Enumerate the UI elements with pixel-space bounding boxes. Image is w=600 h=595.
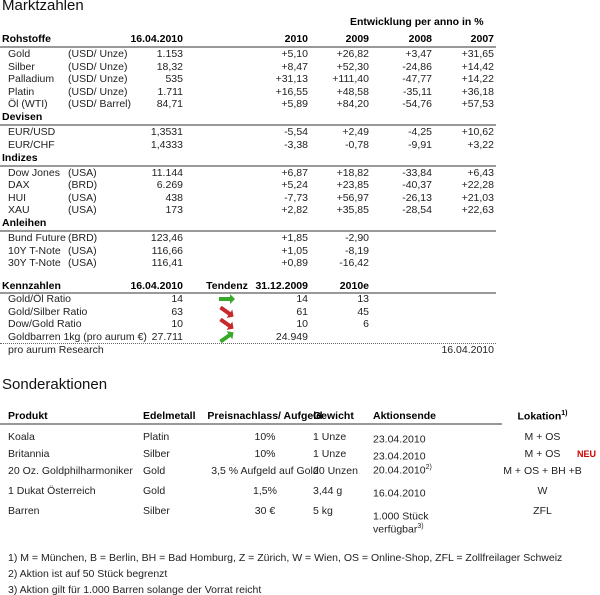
location: M + OS <box>524 431 561 443</box>
action-end-text: 1.000 Stück <box>373 510 429 523</box>
action-end <box>373 485 426 500</box>
row-name: 30Y T-Note <box>8 257 61 269</box>
row-unit: (USA) <box>68 257 97 269</box>
row-name: HUI <box>8 191 27 204</box>
row-value: 84,71 <box>156 98 183 110</box>
row-value: +48,58 <box>336 85 369 98</box>
row-unit: (USA) <box>68 244 97 257</box>
row-value: 6.269 <box>156 179 183 191</box>
weight: 20 Unzen <box>313 465 358 477</box>
discount: 1,5% <box>253 485 277 497</box>
row-value: -3,38 <box>284 138 308 151</box>
row-value: 116,41 <box>151 257 183 269</box>
row-value: -8,19 <box>345 244 369 257</box>
row-value: -40,37 <box>402 179 432 191</box>
row-value: 116,66 <box>151 244 183 257</box>
row-unit: (USA) <box>68 191 97 204</box>
section-header: Anleihen <box>2 217 47 229</box>
row-value: +111,40 <box>332 73 369 85</box>
action-end-line2 <box>373 521 424 536</box>
row-unit: (USA) <box>68 166 97 179</box>
row-value: +1,85 <box>281 232 308 244</box>
product-name: 1 Dukat Österreich <box>8 485 96 497</box>
row-name: Dow Jones <box>8 166 60 179</box>
row-value: 11.144 <box>151 166 183 179</box>
kennzahlen-col: 2010e <box>339 280 369 292</box>
column-header: 2008 <box>408 33 432 45</box>
col-preis: Preisnachlass/ Aufgeld <box>207 410 323 422</box>
row-value: -35,11 <box>403 85 432 98</box>
row-value: -16,42 <box>339 257 369 269</box>
row-value: +10,62 <box>461 126 494 138</box>
kennzahl-value: 6 <box>363 318 369 330</box>
discount: 10% <box>254 448 276 460</box>
section-header: Rohstoffe <box>2 33 51 45</box>
row-value: +2,49 <box>342 126 369 138</box>
footnote-ref: 1) <box>561 410 568 417</box>
row-value: +56,97 <box>336 191 369 204</box>
row-value: +16,55 <box>275 85 308 98</box>
metal: Silber <box>143 505 170 517</box>
kennzahl-value: 10 <box>171 318 183 330</box>
product-name: 20 Oz. Goldphilharmoniker <box>8 465 133 477</box>
discount: 10% <box>254 431 276 443</box>
weight: 3,44 g <box>313 485 343 497</box>
page-title: Marktzahlen <box>2 0 84 14</box>
row-value: -2,90 <box>345 232 369 244</box>
row-value: 18,32 <box>156 60 183 73</box>
column-header: 2007 <box>470 33 494 45</box>
metal: Silber <box>143 448 170 460</box>
row-value: +23,85 <box>336 179 369 191</box>
row-value: -28,54 <box>402 204 432 216</box>
location: W <box>537 485 548 497</box>
row-value: +31,13 <box>275 73 308 85</box>
row-value: +5,24 <box>281 179 308 191</box>
metal: Platin <box>143 431 170 443</box>
row-value: +26,82 <box>336 48 369 60</box>
row-name: XAU <box>8 204 30 216</box>
col-aktionsende: Aktionsende <box>373 410 437 422</box>
row-value: +22,63 <box>461 204 494 216</box>
kennzahl-name: Gold/Öl Ratio <box>8 293 72 305</box>
action-end-text: 23.04.2010 <box>373 450 426 463</box>
row-value: -33,84 <box>402 166 432 179</box>
location: M + OS <box>524 448 561 460</box>
row-name: DAX <box>8 179 30 191</box>
discount: 30 € <box>254 505 276 517</box>
action-end <box>373 448 426 463</box>
kennzahl-name: Gold/Silber Ratio <box>8 305 88 318</box>
action-end-text: 16.04.2010 <box>373 487 426 500</box>
footnote: 2) Aktion ist auf 50 Stück begrenzt <box>8 568 168 580</box>
row-value: 535 <box>165 73 183 85</box>
product-name: Barren <box>8 505 40 517</box>
row-unit: (USD/ Unze) <box>68 85 128 98</box>
row-value: +3,22 <box>467 138 494 151</box>
row-value: +21,03 <box>461 191 494 204</box>
row-value: 1.153 <box>156 48 183 60</box>
kennzahlen-header: Kennzahlen <box>2 280 61 292</box>
row-value: -0,78 <box>345 138 369 151</box>
source-date: 16.04.2010 <box>441 344 494 356</box>
lokation-label: Lokation <box>517 410 562 423</box>
footnote-ref: 2) <box>425 464 432 471</box>
column-header: 2010 <box>284 33 308 45</box>
row-name: Bund Future <box>8 232 66 244</box>
kennzahl-value: 61 <box>296 305 308 318</box>
row-value: 1,4333 <box>150 138 183 151</box>
new-badge: NEU <box>577 449 597 459</box>
row-value: +1,05 <box>281 244 308 257</box>
kennzahl-value: 14 <box>171 293 183 305</box>
col-produkt: Produkt <box>8 410 48 422</box>
footnote-ref: 3) <box>417 523 424 530</box>
location: M + OS + BH +B <box>503 465 582 477</box>
kennzahl-value: 45 <box>357 305 369 318</box>
product-name: Koala <box>8 431 35 443</box>
action-end-text: 20.04.2010 <box>373 464 426 477</box>
source-label: pro aurum Research <box>8 344 104 356</box>
row-value: +84,20 <box>336 98 369 110</box>
weight: 1 Unze <box>313 431 347 443</box>
sonder-divider <box>0 423 502 425</box>
row-value: +5,89 <box>281 98 308 110</box>
kennzahl-value: 14 <box>296 293 308 305</box>
row-unit: (USD/ Unze) <box>68 60 128 73</box>
kennzahlen-col: 31.12.2009 <box>255 280 308 292</box>
kennzahlen-col: Tendenz <box>206 280 248 292</box>
row-value: +3,47 <box>405 48 432 60</box>
perf-header: Entwicklung per anno in % <box>350 16 484 28</box>
row-value: -7,73 <box>284 191 308 204</box>
row-name: 10Y T-Note <box>8 244 61 257</box>
weight: 1 Unze <box>313 448 347 460</box>
row-value: +8,47 <box>281 60 308 73</box>
row-value: 123,46 <box>150 232 183 244</box>
row-name: EUR/USD <box>8 126 56 138</box>
row-value: +18,82 <box>336 166 369 179</box>
row-value: +5,10 <box>281 48 308 60</box>
row-value: +36,18 <box>461 85 494 98</box>
row-name: Palladium <box>8 73 55 85</box>
row-value: -4,25 <box>408 126 432 138</box>
row-value: +35,85 <box>336 204 369 216</box>
row-value: -54,76 <box>402 98 432 110</box>
metal: Gold <box>143 465 166 477</box>
footnote: 3) Aktion gilt für 1.000 Barren solange der Vorrat reicht <box>8 584 262 595</box>
row-value: +0,89 <box>281 257 308 269</box>
footnote: 1) M = München, B = Berlin, BH = Bad Homburg, Z = Zürich, W = Wien, OS = Online-Shop, ZFL = Zollfreilager Schweiz <box>8 552 563 564</box>
row-value: +31,65 <box>461 48 494 60</box>
product-name: Britannia <box>8 448 50 460</box>
kennzahl-value: 24.949 <box>275 330 308 343</box>
row-value: -26,13 <box>402 191 432 204</box>
row-value: 438 <box>165 191 183 204</box>
row-value: +52,30 <box>336 60 369 73</box>
row-value: +2,82 <box>281 204 308 216</box>
section-header: Indizes <box>2 151 38 164</box>
row-unit: (USD/ Unze) <box>68 73 128 85</box>
column-header: 16.04.2010 <box>130 33 183 45</box>
row-value: 173 <box>165 204 183 216</box>
action-end-text: 23.04.2010 <box>373 433 426 446</box>
row-value: -47,77 <box>402 73 432 85</box>
kennzahl-value: 63 <box>171 305 183 318</box>
row-value: +6,43 <box>467 166 494 179</box>
col-edelmetall: Edelmetall <box>143 410 196 422</box>
weight: 5 kg <box>313 505 333 517</box>
row-value: -9,91 <box>408 138 432 151</box>
row-value: +14,42 <box>461 60 494 73</box>
col-gewicht: Gewicht <box>313 410 354 422</box>
metal: Gold <box>143 485 166 497</box>
col-lokation <box>500 408 585 423</box>
row-value: -24,86 <box>402 60 432 73</box>
row-value: +57,53 <box>461 98 494 110</box>
row-name: Öl (WTI) <box>8 98 48 110</box>
row-value: +14,22 <box>461 73 494 85</box>
row-value: +6,87 <box>281 166 308 179</box>
discount: 3,5 % Aufgeld auf Gold <box>211 465 319 477</box>
kennzahl-value: 10 <box>296 318 308 330</box>
row-unit: (BRD) <box>68 179 98 191</box>
column-header: 2009 <box>345 33 369 45</box>
kennzahlen-col: 16.04.2010 <box>130 280 183 292</box>
kennzahl-value: 13 <box>357 293 369 305</box>
action-end-text: verfügbar <box>373 523 418 536</box>
kennzahl-name: Goldbarren 1kg (pro aurum €) <box>8 330 147 343</box>
row-unit: (USA) <box>68 204 97 216</box>
row-unit: (USD/ Barrel) <box>68 98 132 110</box>
section-header: Devisen <box>2 111 43 123</box>
row-value: 1,3531 <box>150 126 183 138</box>
action-end <box>373 462 432 477</box>
sonder-title: Sonderaktionen <box>2 376 108 393</box>
kennzahl-name: Dow/Gold Ratio <box>8 318 82 330</box>
row-value: 1.711 <box>157 85 183 98</box>
action-end <box>373 431 426 446</box>
row-name: EUR/CHF <box>8 138 55 151</box>
row-name: Silber <box>8 60 35 73</box>
row-name: Platin <box>8 85 35 98</box>
kennzahl-value: 27.711 <box>151 330 183 343</box>
row-value: -5,54 <box>284 126 308 138</box>
row-unit: (BRD) <box>68 232 98 244</box>
row-unit: (USD/ Unze) <box>68 48 128 60</box>
location: ZFL <box>533 505 552 517</box>
row-name: Gold <box>8 48 31 60</box>
row-value: +22,28 <box>461 179 494 191</box>
